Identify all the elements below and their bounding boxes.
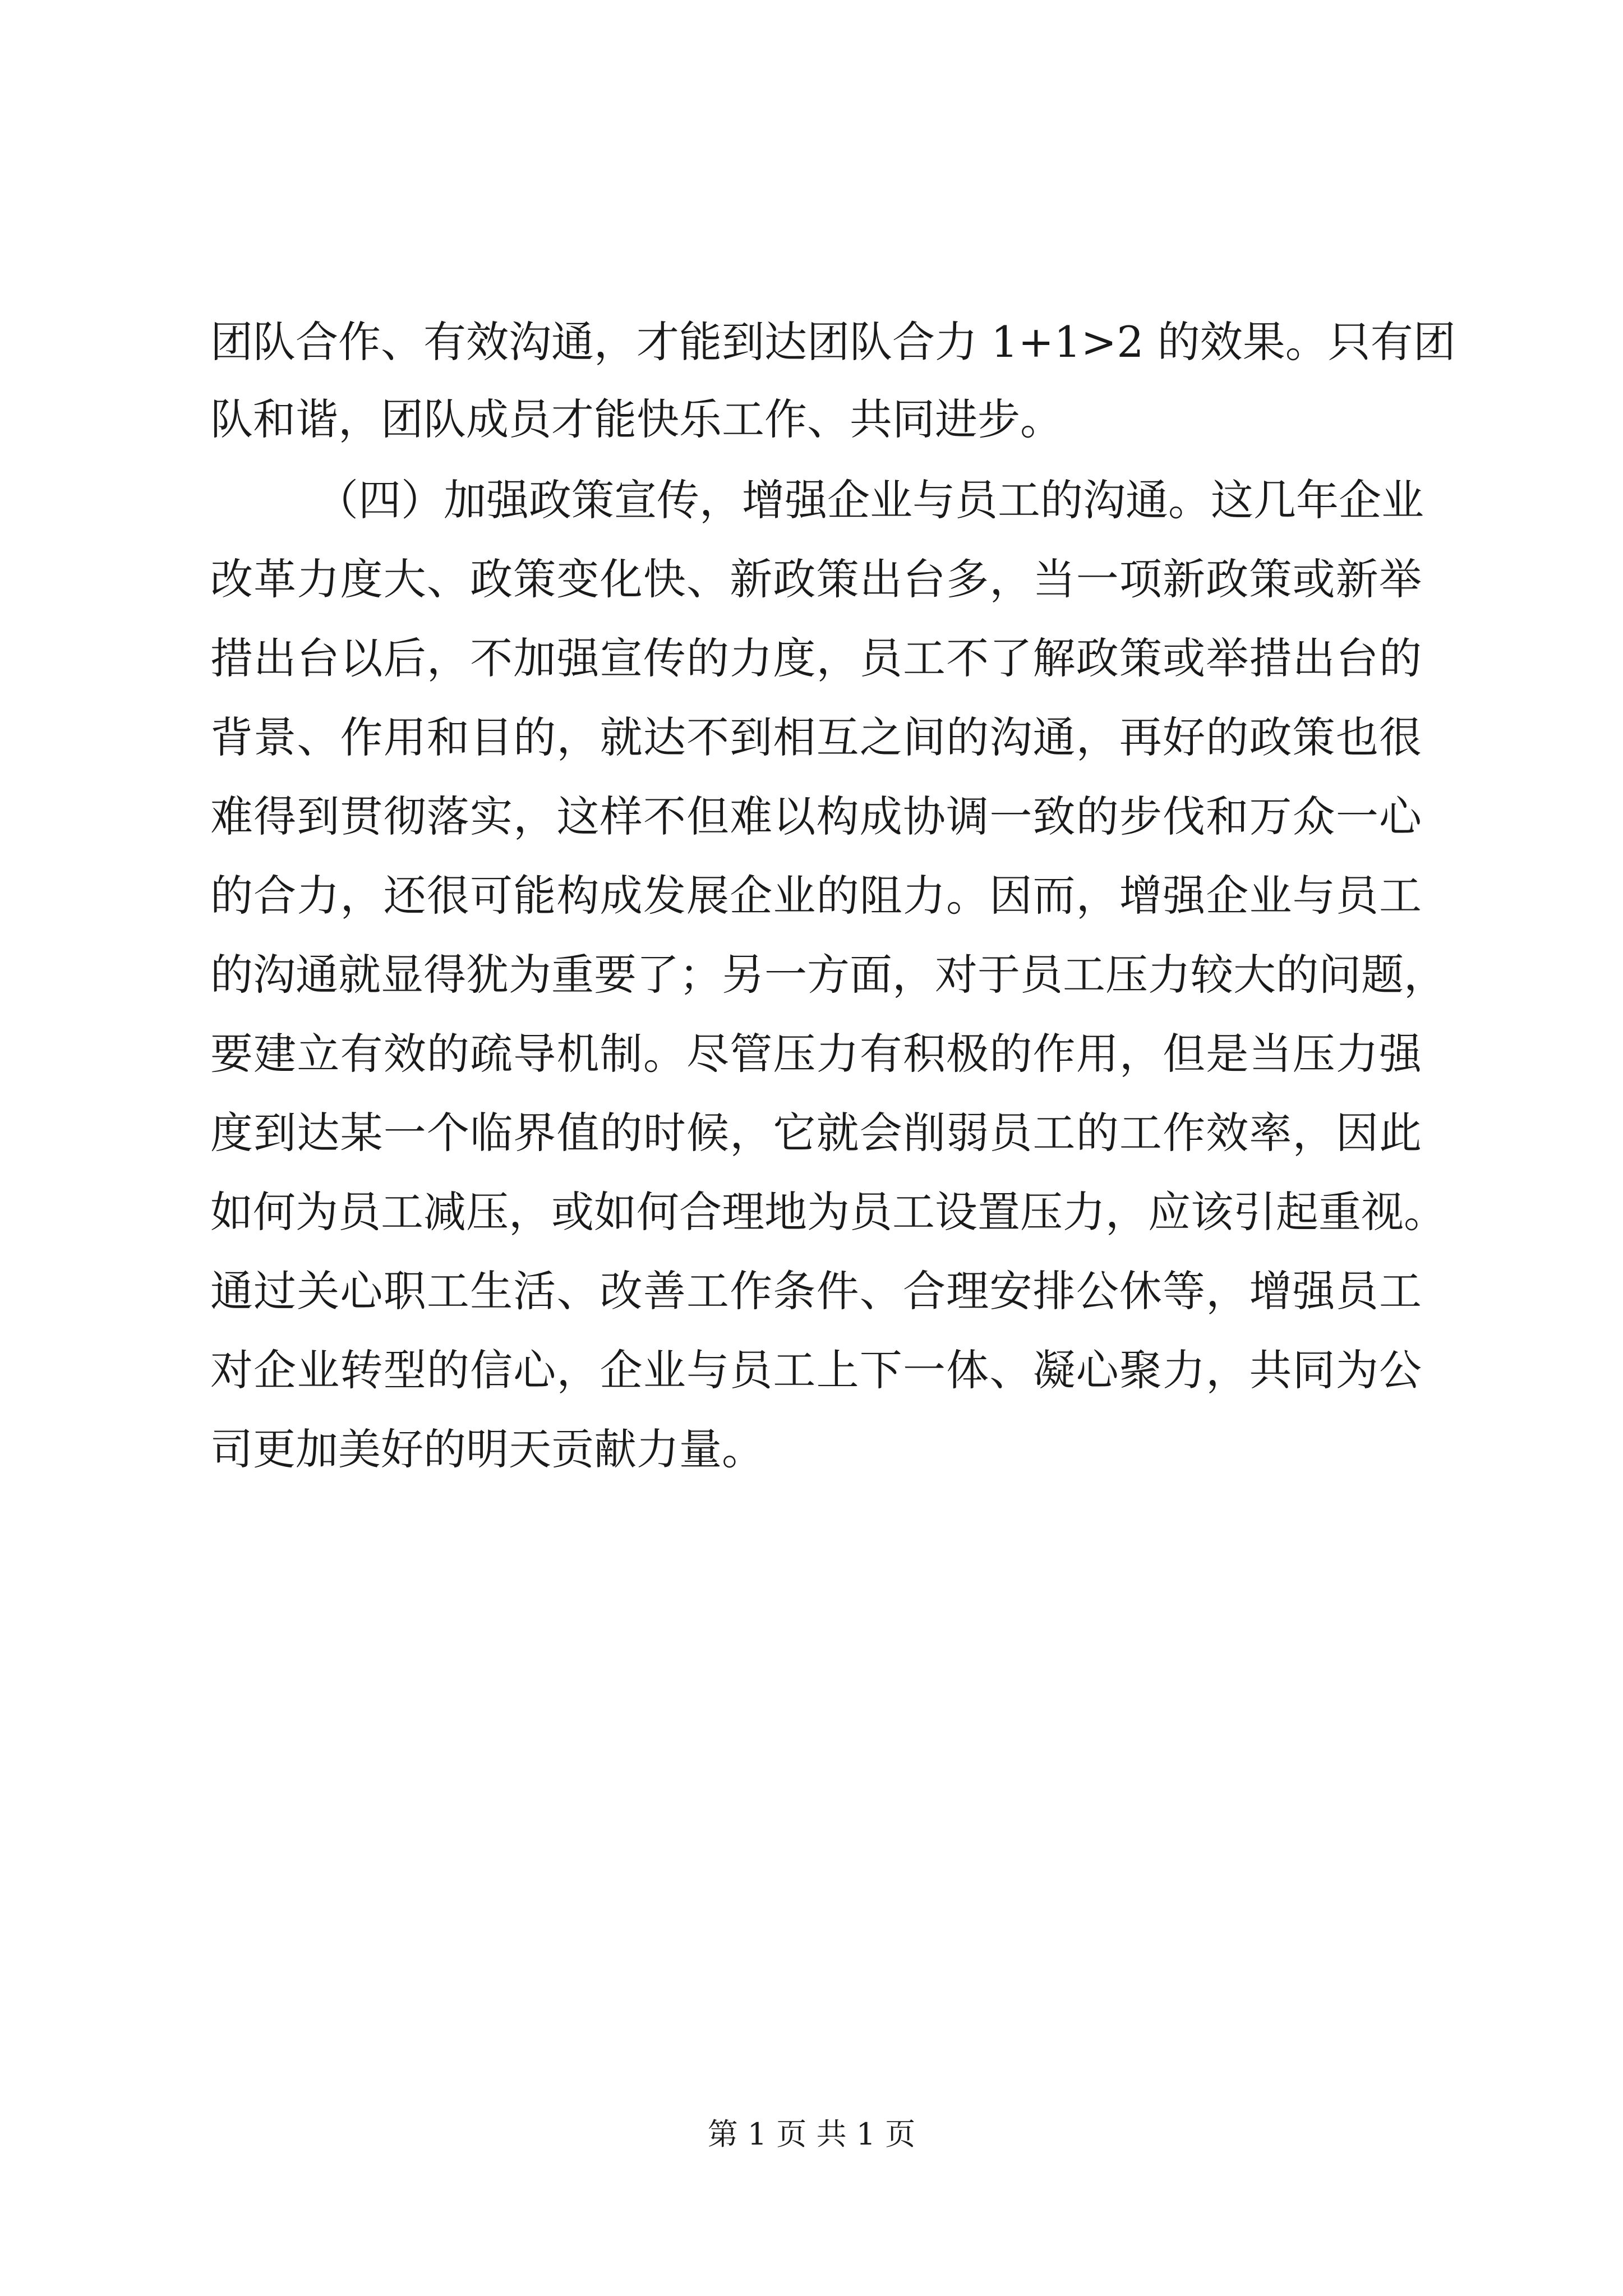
paragraph-line: 背景、作用和目的，就达不到相互之间的沟通，再好的政策也很 [210, 712, 1422, 762]
paragraph-line: 通过关心职工生活、改善工作条件、合理安排公休等，增强员工 [210, 1266, 1422, 1316]
page-footer: 第 1 页 共 1 页 [707, 2116, 916, 2152]
paragraph-line: 改革力度大、政策变化快、新政策出台多，当一项新政策或新举 [210, 554, 1422, 604]
paragraph-line: 措出台以后，不加强宣传的力度，员工不了解政策或举措出台的 [210, 633, 1422, 683]
paragraph-line: 的沟通就显得犹为重要了；另一方面，对于员工压力较大的问题， [210, 950, 1446, 1000]
paragraph-line: 如何为员工减压，或如何合理地为员工设置压力，应该引起重视。 [210, 1187, 1446, 1237]
paragraph-line: 的合力，还很可能构成发展企业的阻力。因而，增强企业与员工 [210, 871, 1422, 921]
paragraph-line: 对企业转型的信心，企业与员工上下一体、凝心聚力，共同为公 [210, 1345, 1422, 1395]
paragraph-line: 队和谐，团队成员才能快乐工作、共同进步。 [210, 394, 1063, 444]
paragraph-line: 司更加美好的明天贡献力量。 [210, 1424, 764, 1474]
paragraph-line: （四）加强政策宣传，增强企业与员工的沟通。这几年企业 [316, 475, 1424, 525]
paragraph-line: 难得到贯彻落实，这样不但难以构成协调一致的步伐和万众一心 [210, 792, 1422, 841]
paragraph-line: 度到达某一个临界值的时候，它就会削弱员工的工作效率，因此 [210, 1108, 1422, 1158]
paragraph-line: 要建立有效的疏导机制。尽管压力有积极的作用，但是当压力强 [210, 1029, 1422, 1079]
paragraph-line: 团队合作、有效沟通，才能到达团队合力 1+1>2 的效果。只有团 [210, 317, 1456, 367]
